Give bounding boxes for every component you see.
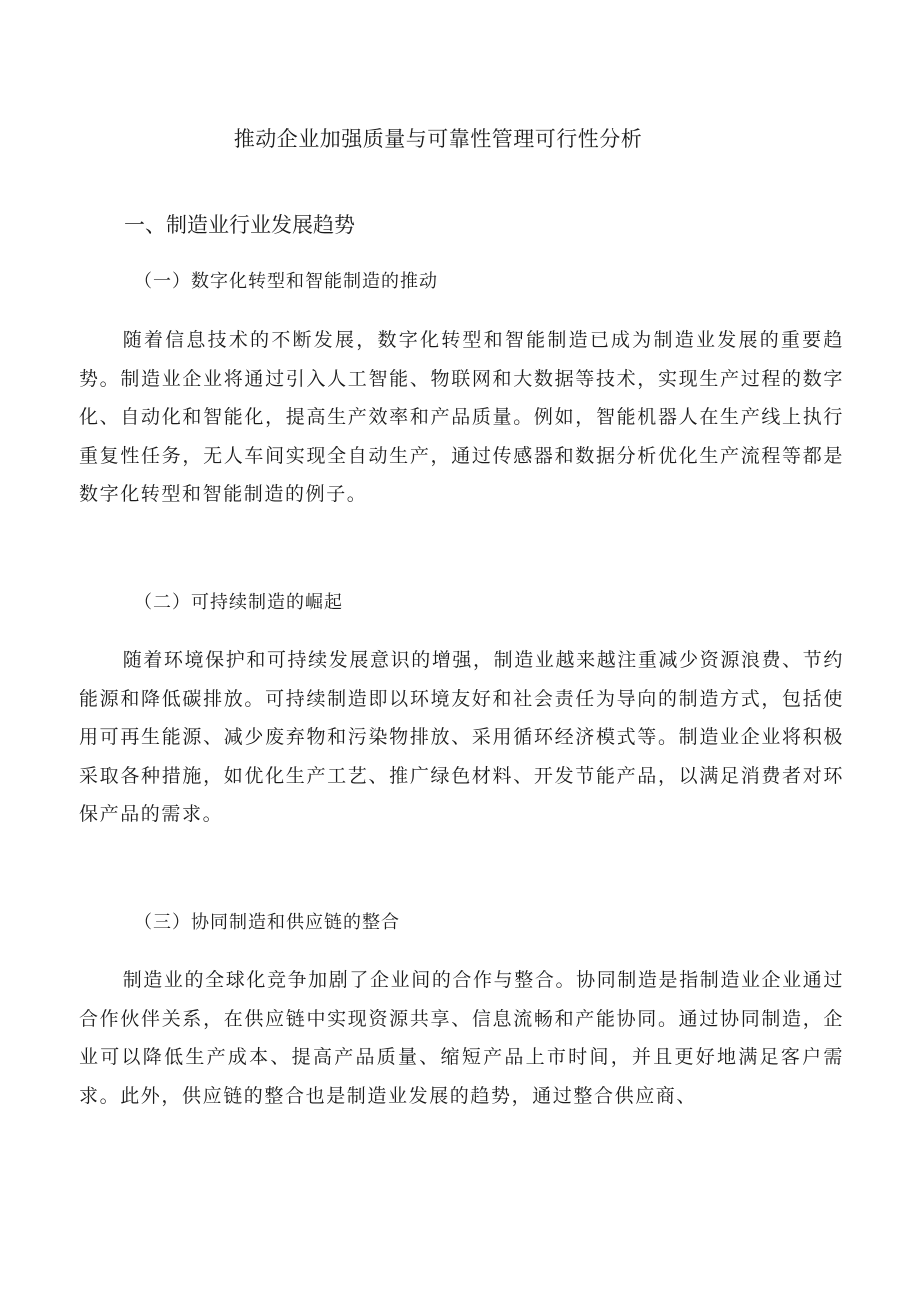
section-heading: 一、制造业行业发展趋势 bbox=[124, 213, 355, 237]
paragraph-3: 制造业的全球化竞争加剧了企业间的合作与整合。协同制造是指制造业企业通过合作伙伴关系，在供应链中实现资源共享、信息流畅和产能协同。通过协同制造，企业可以降低生产成本、提高产品质量、缩短产品上市时间，并且更好地满足客户需求。此外，供应链的整合也是制造业发展的趋势，通过整合供应商、 bbox=[79, 969, 844, 1107]
document-title: 推动企业加强质量与可靠性管理可行性分析 bbox=[233, 127, 643, 151]
paragraph-2: 随着环境保护和可持续发展意识的增强，制造业越来越注重减少资源浪费、节约能源和降低碳排放。可持续制造即以环境友好和社会责任为导向的制造方式，包括使用可再生能源、减少废弃物和污染物排放、采用循环经济模式等。制造业企业将积极采取各种措施，如优化生产工艺、推广绿色材料、开发节能产品，以满足消费者对环保产品的需求。 bbox=[79, 649, 844, 826]
subsection-heading-1: （一）数字化转型和智能制造的推动 bbox=[134, 271, 438, 292]
subsection-heading-3: （三）协同制造和供应链的整合 bbox=[134, 912, 400, 933]
subsection-heading-2: （二）可持续制造的崛起 bbox=[134, 592, 343, 613]
paragraph-1: 随着信息技术的不断发展，数字化转型和智能制造已成为制造业发展的重要趋势。制造业企业将通过引入人工智能、物联网和大数据等技术，实现生产过程的数字化、自动化和智能化，提高生产效率和产品质量。例如，智能机器人在生产线上执行重复性任务，无人车间实现全自动生产，通过传感器和数据分析优化生产流程等都是数字化转型和智能制造的例子。 bbox=[79, 329, 844, 506]
